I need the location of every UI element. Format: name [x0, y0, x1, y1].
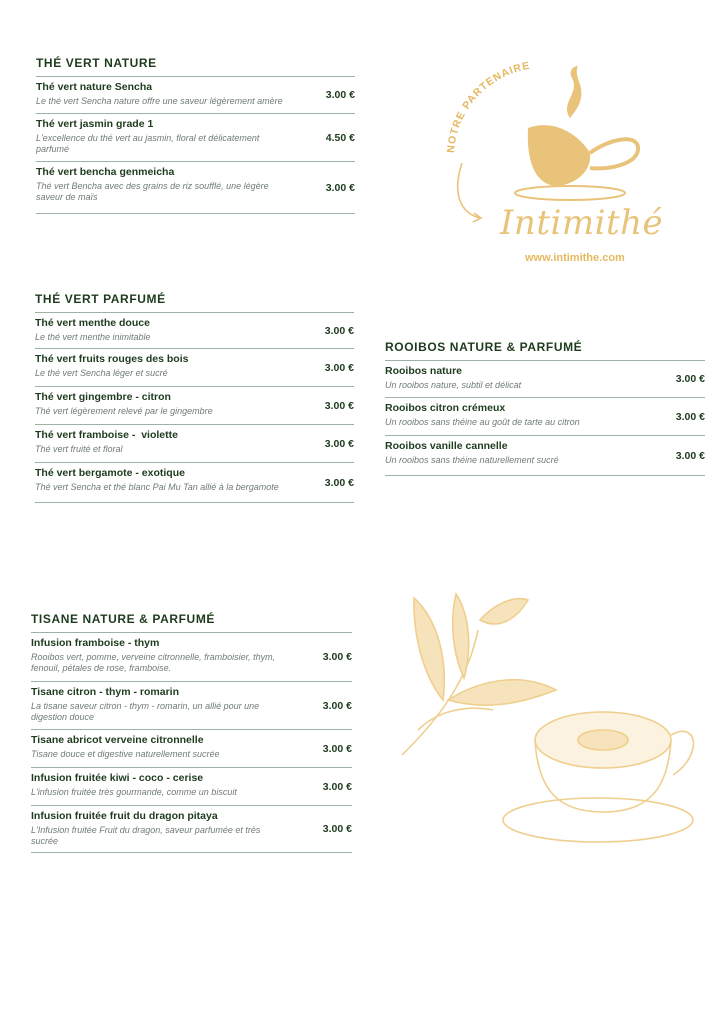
section-the-vert-parfume	[35, 292, 354, 503]
item-description: Un rooibos sans théine au goût de tarte au citron	[385, 417, 580, 427]
section-title: TISANE NATURE & PARFUMÉ	[31, 612, 352, 633]
section-title: THÉ VERT PARFUMÉ	[35, 292, 354, 313]
item-name: Rooibos nature	[385, 365, 463, 377]
item-description: Thé vert Bencha avec des grains de riz soufflé, une légère saveur de maïs	[36, 181, 269, 202]
menu-item	[35, 349, 354, 387]
item-name: Tisane citron - thym - romarin	[31, 686, 179, 698]
section-the-vert-nature	[36, 56, 355, 214]
menu-item	[385, 398, 705, 436]
item-description: L'Infusion fruitée Fruit du dragon, saveur parfumée et très sucrée	[31, 825, 261, 846]
menu-item	[31, 806, 352, 853]
item-name: Thé vert framboise - violette	[35, 429, 178, 441]
menu-item	[31, 730, 352, 768]
item-description: Le thé vert Sencha léger et sucré	[35, 368, 168, 378]
item-name: Infusion framboise - thym	[31, 637, 160, 649]
item-price: 3.00 €	[324, 324, 354, 337]
menu-item	[31, 682, 352, 730]
item-name: Thé vert fruits rouges des bois	[35, 353, 189, 365]
section-tisane	[31, 612, 352, 853]
item-price: 3.00 €	[324, 437, 354, 450]
menu-item	[35, 387, 354, 425]
item-name: Tisane abricot verveine citronnelle	[31, 734, 204, 746]
partner-logo	[440, 58, 664, 273]
section-rooibos	[385, 340, 705, 476]
item-description: Thé vert Sencha et thé blanc Pai Mu Tan allié à la bergamote	[35, 482, 279, 492]
section-title: ROOIBOS NATURE & PARFUMÉ	[385, 340, 705, 361]
tea-cup-icon	[503, 712, 693, 842]
section-title: THÉ VERT NATURE	[36, 56, 355, 77]
item-name: Infusion fruitée kiwi - coco - cerise	[31, 772, 204, 784]
item-description: Thé vert légèrement relevé par le gingembre	[35, 406, 213, 416]
item-price: 3.00 €	[325, 181, 355, 194]
item-price: 3.00 €	[322, 823, 352, 835]
menu-item	[385, 361, 705, 398]
item-price: 3.00 €	[675, 449, 705, 462]
svg-text:NOTRE PARTENAIRE	[445, 60, 531, 154]
item-price: 3.00 €	[675, 410, 705, 423]
menu-item	[31, 633, 352, 682]
item-description: La tisane saveur citron - thym - romarin, un allié pour une digestion douce	[31, 701, 260, 722]
item-name: Thé vert jasmin grade 1	[36, 118, 154, 130]
item-name: Rooibos citron crémeux	[385, 402, 506, 414]
item-price: 3.00 €	[322, 651, 352, 663]
item-price: 3.00 €	[322, 742, 352, 755]
item-price: 3.00 €	[324, 361, 354, 374]
item-name: Thé vert nature Sencha	[36, 81, 153, 93]
item-description: Rooibos vert, pomme, verveine citronnelle, framboisier, thym, fenouil, pétales de rose, framboise.	[31, 652, 276, 673]
item-description: Tisane douce et digestive naturellement sucrée	[31, 749, 220, 759]
item-description: Thé vert fruité et floral	[35, 444, 123, 454]
menu-item	[31, 768, 352, 806]
partner-text: NOTRE PARTENAIRE	[444, 59, 532, 154]
item-description: L'excellence du thé vert au jasmin, floral et délicatement parfumé	[36, 133, 260, 154]
item-name: Thé vert bergamote - exotique	[35, 467, 185, 479]
item-price: 3.00 €	[324, 476, 354, 489]
menu-item	[35, 463, 354, 503]
item-name: Thé vert menthe douce	[35, 317, 150, 329]
item-name: Thé vert gingembre - citron	[35, 391, 171, 403]
item-name: Rooibos vanille cannelle	[385, 440, 508, 452]
item-description: Un rooibos sans théine naturellement sucré	[385, 455, 559, 465]
item-price: 3.00 €	[324, 399, 354, 412]
item-description: Le thé vert Sencha nature offre une saveur légèrement amère	[36, 96, 283, 106]
item-name: Infusion fruitée fruit du dragon pitaya	[31, 810, 218, 822]
item-price: 3.00 €	[675, 373, 705, 385]
item-price: 4.50 €	[325, 131, 355, 144]
item-name: Thé vert bencha genmeicha	[36, 166, 175, 178]
tea-branch-icon	[402, 594, 556, 755]
arrow-icon	[458, 163, 480, 218]
brand-name: Intimithé	[500, 203, 664, 243]
tea-illustration	[398, 590, 698, 850]
menu-item	[36, 77, 355, 114]
cup-handle-icon	[590, 139, 638, 168]
menu-item	[385, 436, 705, 476]
menu-item	[35, 313, 354, 349]
item-description: Un rooibos nature, subtil et délicat	[385, 380, 522, 390]
menu-item	[35, 425, 354, 463]
item-price: 3.00 €	[322, 780, 352, 793]
item-description: Le thé vert menthe inimitable	[35, 332, 151, 342]
item-description: L'infusion fruitée très gourmande, comme un biscuit	[31, 787, 237, 797]
item-price: 3.00 €	[325, 89, 355, 101]
menu-item	[36, 162, 355, 214]
saucer-icon	[515, 186, 625, 200]
menu-item	[36, 114, 355, 162]
tea-leaf-icon	[528, 125, 590, 186]
item-price: 3.00 €	[322, 699, 352, 712]
steam-icon	[567, 66, 581, 118]
brand-url[interactable]: www.intimithe.com	[525, 252, 625, 264]
